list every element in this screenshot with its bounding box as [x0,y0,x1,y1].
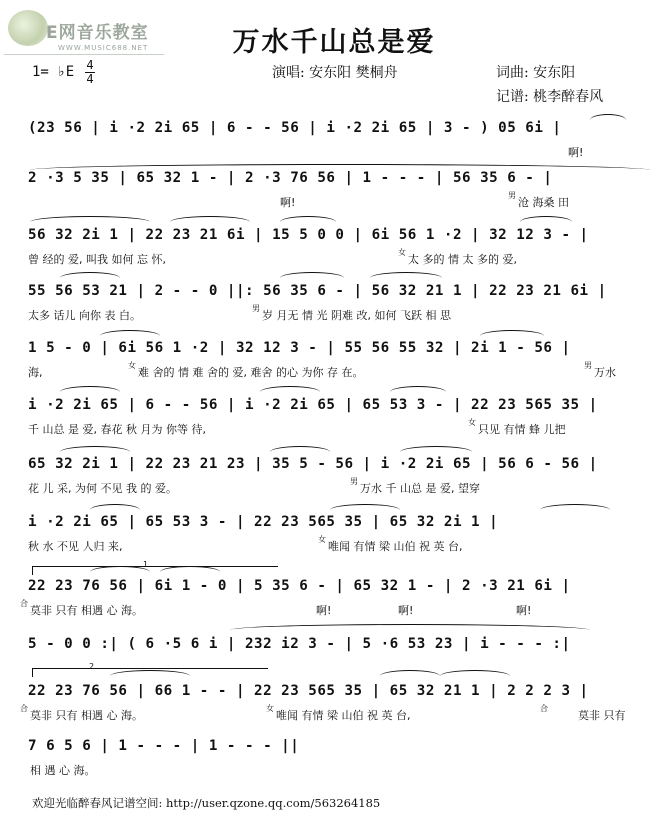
slur-arc [270,446,330,452]
slur-arc [590,114,626,120]
voice-part-marker: 男 [508,191,516,200]
lyric-line: 岁 月无 情 光 阴难 改, 如何 飞跃 相 思 [262,309,451,322]
slur-arc [540,504,610,510]
lyric-line: 啊! [568,146,584,159]
lyric-line: 啊! [316,604,332,617]
lyric-line: 海, [28,366,43,379]
slur-arc [60,386,120,392]
voice-part-marker: 合 [540,704,548,713]
music-line: 55 56 53 21 | 2 - - 0 ||: 56 35 6 - | 56 32 21 1 | 22 23 21 6i | [28,283,607,299]
time-signature-bottom: 4 [86,72,94,86]
volta-1 [32,560,278,575]
slur-arc [440,670,510,676]
transcriber-credit: 记谱: 桃李醉春风 [496,89,604,105]
volta-2-label: 2 [89,662,95,671]
voice-part-marker: 男 [252,304,260,313]
logo-name: E网音乐教室 [46,23,149,43]
music-line: 2 ·3 5 35 | 65 32 1 - | 2 ·3 76 56 | 1 - - - | 56 35 6 - | [28,170,553,186]
music-line: 65 32 2i 1 | 22 23 21 23 | 35 5 - 56 | i ·2 2i 65 | 56 6 - 56 | [28,456,598,472]
time-signature [85,60,95,85]
voice-part-marker: 女 [128,361,136,370]
lyric-line: 沧 海桑 田 [518,196,569,209]
slur-arc [170,216,250,222]
slur-arc [520,216,572,222]
lyric-line: 难 舍的 情 难 舍的 爱, 难舍 的心 为你 存 在。 [138,366,364,379]
lyric-line: 曾 经的 爱, 叫我 如何 忘 怀, [28,253,166,266]
lyric-line: 唯闻 有情 梁 山伯 祝 英 台, [276,709,411,722]
voice-part-marker: 男 [584,361,592,370]
composer-credit: 词曲: 安东阳 [496,65,576,81]
slur-arc [280,216,336,222]
music-line: 56 32 2i 1 | 22 23 21 6i | 15 5 0 0 | 6i 56 1 ·2 | 32 12 3 - | [28,227,589,243]
lyric-line: 啊! [280,196,296,209]
key-signature: 1= ♭E [32,64,75,80]
lyric-line: 莫非 只有 相遇 心 海。 [30,709,143,722]
music-line: i ·2 2i 65 | 65 53 3 - | 22 23 565 35 | 65 32 2i 1 | [28,514,499,530]
slur-arc [330,504,400,510]
song-title: 万水千山总是爱 [232,27,436,58]
slur-arc [30,164,650,170]
lyric-line: 万水 千 山总 是 爱, 望穿 [360,482,480,495]
music-line: 7 6 5 6 | 1 - - - | 1 - - - || [28,738,300,754]
slur-arc [390,386,446,392]
voice-part-marker: 女 [468,418,476,427]
singer-credit: 演唱: 安东阳 樊桐舟 [272,65,398,81]
lyric-line: 莫非 只有 [578,709,626,722]
slur-arc [30,216,150,222]
slur-arc [90,504,140,510]
lyric-line: 千 山总 是 爱, 春花 秋 月为 你等 待, [28,423,206,436]
lyric-line: 相 遇 心 海。 [30,764,96,777]
music-line: 1 5 - 0 | 6i 56 1 ·2 | 32 12 3 - | 55 56 55 32 | 2i 1 - 56 | [28,340,571,356]
volta-2 [32,662,268,677]
music-line: i ·2 2i 65 | 6 - - 56 | i ·2 2i 65 | 65 53 3 - | 22 23 565 35 | [28,397,598,413]
slur-arc [370,272,442,278]
lyric-line: 太 多的 情 太 多的 爱, [408,253,517,266]
slur-arc [60,272,120,278]
music-line: 22 23 76 56 | 6i 1 - 0 | 5 35 6 - | 65 32 1 - | 2 ·3 21 6i | [28,578,571,594]
slur-arc [400,446,472,452]
lyric-line: 万水 [594,366,616,379]
music-line: (23 56 | i ·2 2i 65 | 6 - - 56 | i ·2 2i 65 | 3 - ) 05 6i | [28,120,562,136]
slur-arc [280,272,344,278]
voice-part-marker: 合 [20,704,28,713]
voice-part-marker: 女 [398,248,406,257]
lyric-line: 莫非 只有 相遇 心 海。 [30,604,143,617]
voice-part-marker: 女 [318,535,326,544]
music-line: 22 23 76 56 | 66 1 - - | 22 23 565 35 | 65 32 21 1 | 2 2 2 3 | [28,683,589,699]
lyric-line: 啊! [516,604,532,617]
footer-link[interactable]: 欢迎光临醉春风记谱空间: http://user.qzone.qq.com/563264185 [32,796,381,810]
slur-arc [380,670,440,676]
lyric-line: 唯闻 有情 梁 山伯 祝 英 台, [328,540,463,553]
lyric-line: 太多 话儿 向你 表 白。 [28,309,141,322]
volta-1-label: 1 [143,560,149,569]
slur-arc [100,330,160,336]
lyric-line: 秋 水 不见 人归 来, [28,540,123,553]
lyric-line: 花 儿 采, 为何 不见 我 的 爱。 [28,482,177,495]
time-signature-top: 4 [86,58,94,72]
voice-part-marker: 合 [20,599,28,608]
slur-arc [480,330,544,336]
slur-arc [230,624,590,630]
slur-arc [60,446,130,452]
voice-part-marker: 男 [350,477,358,486]
lyric-line: 只见 有情 蜂 儿把 [478,423,566,436]
logo-site: WWW.MUSIC688.NET [58,44,149,52]
slur-arc [260,386,320,392]
lyric-line: 啊! [398,604,414,617]
voice-part-marker: 女 [266,704,274,713]
music-line: 5 - 0 0 :| ( 6 ·5 6 i | 232 i2 3 - | 5 ·6 53 23 | i - - - :| [28,636,571,652]
